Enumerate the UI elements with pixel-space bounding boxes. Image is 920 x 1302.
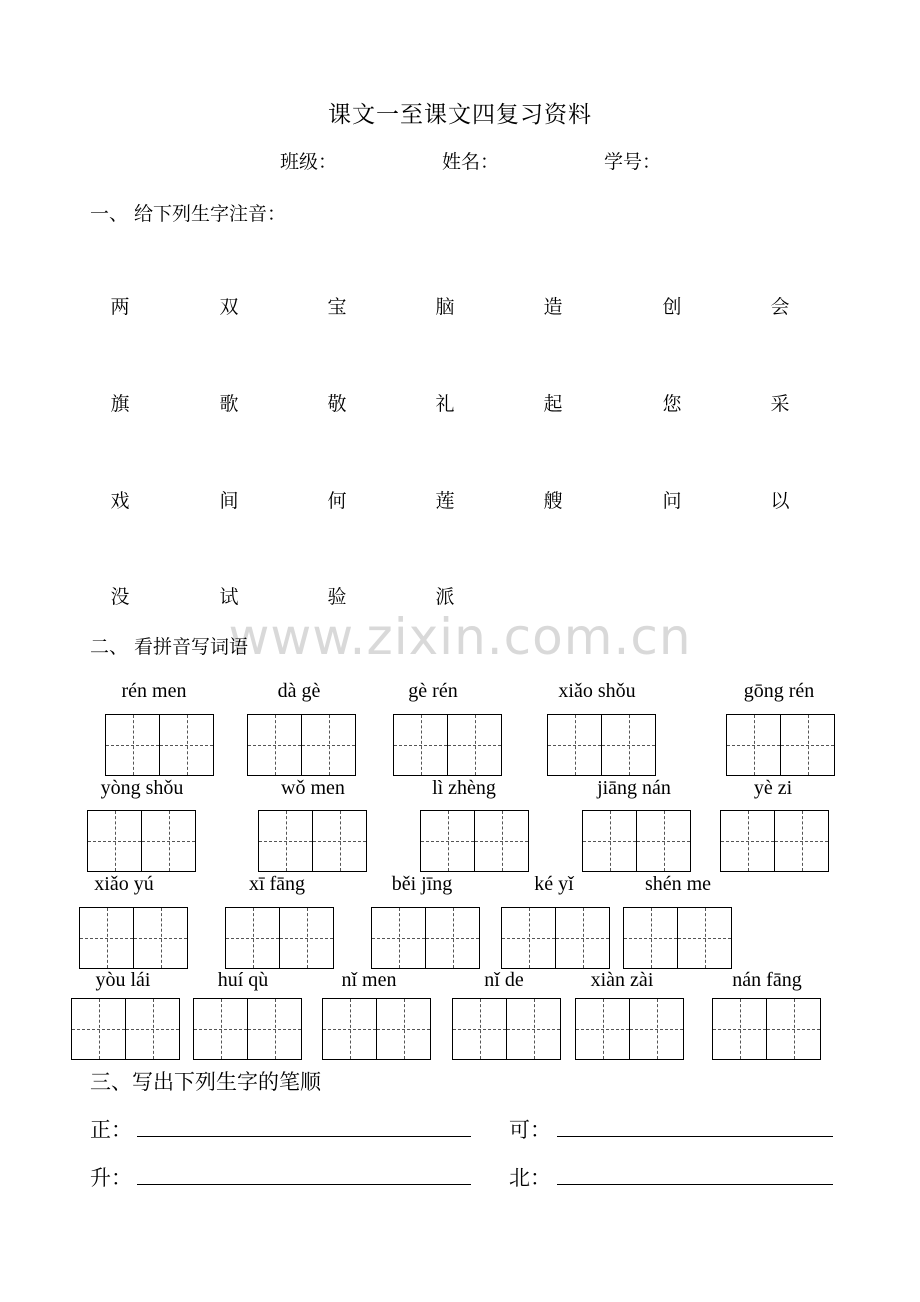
writing-cell[interactable] [371, 907, 426, 969]
guide-line [448, 811, 449, 871]
writing-cell[interactable] [142, 810, 196, 872]
writing-grid[interactable] [501, 907, 610, 969]
pinyin-label: nán fāng [732, 969, 802, 991]
section3-heading: 三、写出下列生字的笔顺 [90, 1070, 321, 1094]
stroke-answer-line[interactable] [137, 1184, 471, 1185]
guide-line [583, 908, 584, 968]
stroke-answer-line[interactable] [137, 1136, 471, 1137]
guide-line [115, 811, 116, 871]
char-item: 派 [435, 586, 455, 608]
pinyin-label: yè zi [753, 777, 793, 799]
writing-cell[interactable] [79, 907, 134, 969]
writing-grid[interactable] [71, 998, 180, 1060]
writing-cell[interactable] [87, 810, 142, 872]
section2-heading: 二、 看拼音写词语 [90, 636, 249, 658]
char-item: 起 [543, 393, 563, 415]
writing-grid[interactable] [582, 810, 691, 872]
writing-cell[interactable] [193, 998, 248, 1060]
writing-cell[interactable] [280, 907, 334, 969]
pinyin-label: shén me [644, 873, 712, 895]
watermark: www.zixin.com.cn [228, 608, 692, 666]
char-item: 歌 [219, 393, 239, 415]
char-item: 艘 [543, 490, 563, 512]
writing-grid[interactable] [452, 998, 561, 1060]
char-item: 戏 [110, 490, 130, 512]
guide-line [340, 811, 341, 871]
pinyin-label: wǒ men [281, 777, 345, 799]
guide-line [610, 811, 611, 871]
char-item: 礼 [435, 393, 455, 415]
pinyin-label: běi jīng [391, 873, 453, 895]
stroke-char-1: 正： [90, 1118, 132, 1142]
char-item: 会 [770, 296, 790, 318]
char-item: 试 [219, 586, 239, 608]
name-label: 姓名： [442, 151, 500, 173]
writing-grid[interactable] [393, 714, 502, 776]
writing-cell[interactable] [582, 810, 637, 872]
char-item: 造 [543, 296, 563, 318]
guide-line [329, 715, 330, 775]
pinyin-label: jiāng nán [597, 777, 671, 799]
class-label: 班级： [280, 151, 338, 173]
pinyin-label: ké yǐ [534, 873, 574, 895]
guide-line [133, 715, 134, 775]
writing-cell[interactable] [448, 714, 502, 776]
pinyin-label: nǐ men [341, 969, 397, 991]
pinyin-label: gè rén [408, 680, 458, 702]
writing-cell[interactable] [248, 998, 302, 1060]
char-item: 间 [219, 490, 239, 512]
guide-line [740, 999, 741, 1059]
writing-cell[interactable] [712, 998, 767, 1060]
char-item: 脑 [435, 296, 455, 318]
guide-line [153, 999, 154, 1059]
char-item: 宝 [327, 296, 347, 318]
page-title: 课文一至课文四复习资料 [328, 102, 592, 128]
char-item: 验 [327, 586, 347, 608]
writing-cell[interactable] [71, 998, 126, 1060]
writing-cell[interactable] [507, 998, 561, 1060]
char-item: 以 [770, 490, 790, 512]
pinyin-label: xiǎo yú [94, 873, 154, 895]
guide-line [161, 908, 162, 968]
guide-line [705, 908, 706, 968]
pinyin-label: huí qù [217, 969, 269, 991]
writing-cell[interactable] [602, 714, 656, 776]
writing-grid[interactable] [712, 998, 821, 1060]
guide-line [99, 999, 100, 1059]
writing-grid[interactable] [258, 810, 367, 872]
char-item: 旗 [110, 393, 130, 415]
pinyin-label: rén men [121, 680, 187, 702]
writing-cell[interactable] [160, 714, 214, 776]
guide-line [629, 715, 630, 775]
writing-grid[interactable] [105, 714, 214, 776]
stroke-answer-line[interactable] [557, 1184, 833, 1185]
writing-grid[interactable] [575, 998, 684, 1060]
char-item: 创 [662, 296, 682, 318]
stroke-answer-line[interactable] [557, 1136, 833, 1137]
pinyin-label: xiàn zài [590, 969, 654, 991]
guide-line [808, 715, 809, 775]
writing-grid[interactable] [322, 998, 431, 1060]
char-item: 何 [327, 490, 347, 512]
guide-line [502, 811, 503, 871]
char-item: 采 [770, 393, 790, 415]
pinyin-label: gōng rén [743, 680, 815, 702]
pinyin-label: dà gè [277, 680, 321, 702]
char-item: 没 [110, 586, 130, 608]
guide-line [350, 999, 351, 1059]
writing-grid[interactable] [225, 907, 334, 969]
guide-line [603, 999, 604, 1059]
char-item: 莲 [435, 490, 455, 512]
writing-cell[interactable] [105, 714, 160, 776]
pinyin-label: lì zhèng [432, 777, 496, 799]
writing-cell[interactable] [134, 907, 188, 969]
writing-cell[interactable] [258, 810, 313, 872]
guide-line [794, 999, 795, 1059]
writing-cell[interactable] [556, 907, 610, 969]
guide-line [169, 811, 170, 871]
guide-line [529, 908, 530, 968]
writing-cell[interactable] [781, 714, 835, 776]
writing-cell[interactable] [225, 907, 280, 969]
writing-grid[interactable] [87, 810, 196, 872]
writing-grid[interactable] [193, 998, 302, 1060]
pinyin-label: yòu lái [95, 969, 151, 991]
guide-line [107, 908, 108, 968]
writing-cell[interactable] [501, 907, 556, 969]
guide-line [754, 715, 755, 775]
guide-line [404, 999, 405, 1059]
writing-cell[interactable] [767, 998, 821, 1060]
guide-line [475, 715, 476, 775]
writing-grid[interactable] [623, 907, 732, 969]
pinyin-label: xiǎo shǒu [558, 680, 636, 702]
writing-cell[interactable] [678, 907, 732, 969]
writing-grid[interactable] [547, 714, 656, 776]
guide-line [421, 715, 422, 775]
student-id-label: 学号： [604, 151, 662, 173]
stroke-char-4: 北： [509, 1166, 551, 1190]
writing-grid[interactable] [371, 907, 480, 969]
guide-line [748, 811, 749, 871]
writing-cell[interactable] [377, 998, 431, 1060]
char-item: 您 [662, 393, 682, 415]
writing-cell[interactable] [426, 907, 480, 969]
guide-line [307, 908, 308, 968]
writing-grid[interactable] [720, 810, 829, 872]
guide-line [187, 715, 188, 775]
writing-cell[interactable] [452, 998, 507, 1060]
char-item: 两 [110, 296, 130, 318]
writing-cell[interactable] [475, 810, 529, 872]
guide-line [664, 811, 665, 871]
char-item: 双 [219, 296, 239, 318]
char-item: 敬 [327, 393, 347, 415]
writing-cell[interactable] [630, 998, 684, 1060]
writing-cell[interactable] [637, 810, 691, 872]
guide-line [221, 999, 222, 1059]
writing-cell[interactable] [623, 907, 678, 969]
writing-cell[interactable] [247, 714, 302, 776]
pinyin-label: xī fāng [248, 873, 306, 895]
pinyin-label: nǐ de [484, 969, 524, 991]
writing-cell[interactable] [302, 714, 356, 776]
guide-line [275, 999, 276, 1059]
writing-grid[interactable] [726, 714, 835, 776]
writing-cell[interactable] [726, 714, 781, 776]
guide-line [534, 999, 535, 1059]
guide-line [399, 908, 400, 968]
guide-line [453, 908, 454, 968]
writing-cell[interactable] [126, 998, 180, 1060]
writing-cell[interactable] [393, 714, 448, 776]
writing-cell[interactable] [313, 810, 367, 872]
writing-cell[interactable] [420, 810, 475, 872]
stroke-char-3: 升： [90, 1166, 132, 1190]
char-item: 问 [662, 490, 682, 512]
guide-line [657, 999, 658, 1059]
section1-heading: 一、 给下列生字注音： [90, 203, 287, 225]
guide-line [253, 908, 254, 968]
guide-line [480, 999, 481, 1059]
writing-grid[interactable] [247, 714, 356, 776]
guide-line [286, 811, 287, 871]
writing-cell[interactable] [575, 998, 630, 1060]
writing-grid[interactable] [420, 810, 529, 872]
guide-line [575, 715, 576, 775]
guide-line [651, 908, 652, 968]
writing-cell[interactable] [547, 714, 602, 776]
stroke-char-2: 可： [509, 1118, 551, 1142]
guide-line [802, 811, 803, 871]
writing-cell[interactable] [775, 810, 829, 872]
writing-grid[interactable] [79, 907, 188, 969]
pinyin-label: yòng shǒu [100, 777, 184, 799]
writing-cell[interactable] [720, 810, 775, 872]
guide-line [275, 715, 276, 775]
writing-cell[interactable] [322, 998, 377, 1060]
